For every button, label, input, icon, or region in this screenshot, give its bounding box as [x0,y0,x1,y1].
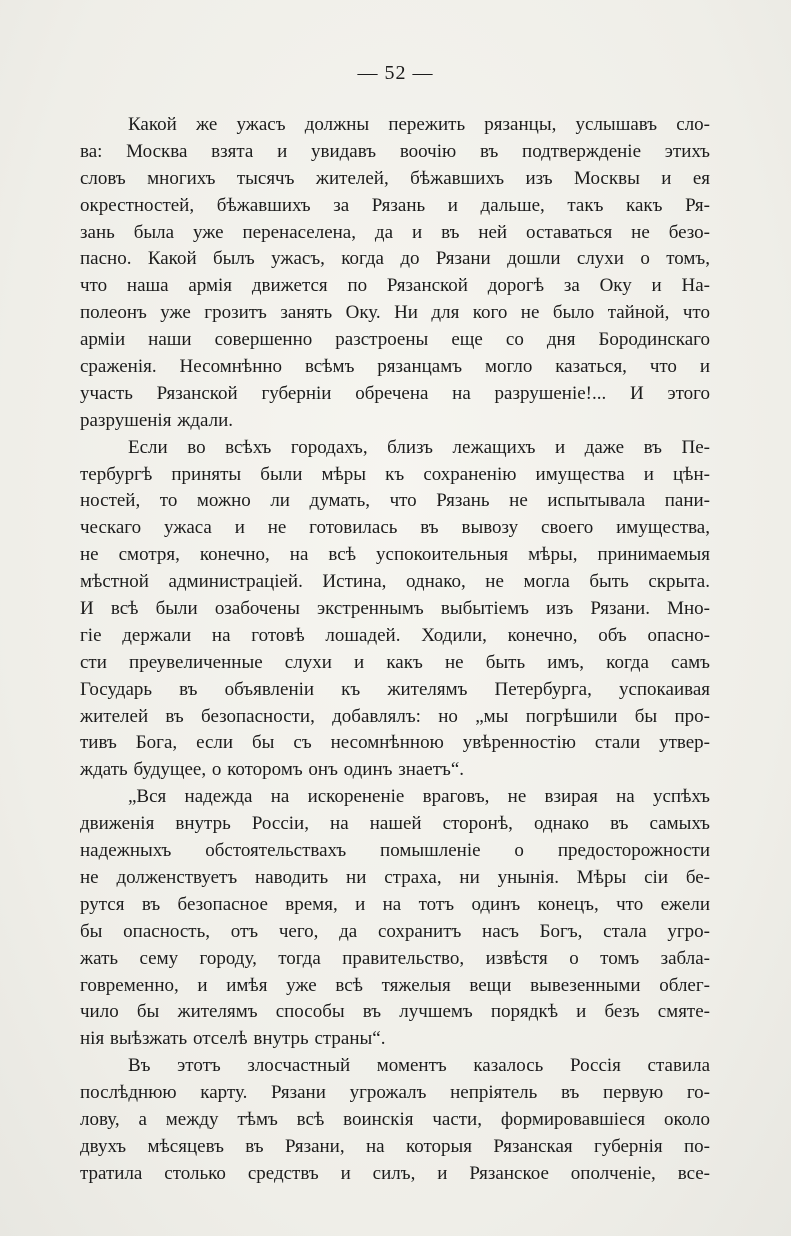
text-line: Государь въ объявленіи къ жителямъ Петербурга, успокаивая [80,678,710,700]
text-line: ждать будущее, о которомъ онъ одинъ знаетъ“. [80,759,465,781]
text-line: надежныхъ обстоятельствахъ помышленіе о предосторожности [80,840,710,862]
text-line: словъ многихъ тысячъ жителей, бѣжавшихъ изъ Москвы и ея [80,167,710,189]
text-line: Если во всѣхъ городахъ, близъ лежащихъ и даже въ Пе- [128,436,710,458]
text-line: что наша армія движется по Рязанской дорогѣ за Оку и На- [80,275,710,297]
text-line: „Вся надежда на искорененіе враговъ, не взирая на успѣхъ [128,786,710,808]
text-line: не смотря, конечно, на всѣ успокоительныя мѣры, принимаемыя [80,544,710,566]
text-line: двухъ мѣсяцевъ въ Рязани, на которыя Рязанская губернія по- [80,1135,710,1157]
text-line: пасно. Какой былъ ужасъ, когда до Рязани дошли слухи о томъ, [80,248,710,270]
text-line: ностей, то можно ли думать, что Рязань не испытывала пани- [80,490,710,512]
text-line: полеонъ уже грозитъ занять Оку. Ни для кого не было тайной, что [80,302,710,324]
text-line: ческаго ужаса и не готовилась въ вывозу своего имущества, [80,517,710,539]
text-line: лову, а между тѣмъ всѣ воинскія части, формировавшіеся около [80,1108,710,1130]
text-line: жать сему городу, тогда правительство, извѣстя о томъ забла- [80,947,710,969]
text-line: рутся въ безопасное время, и на тотъ одинъ конецъ, что ежели [80,893,710,915]
text-line: нія выѣзжать отселѣ внутрь страны“. [80,1028,386,1050]
text-line: послѣднюю карту. Рязани угрожалъ непріятель въ первую го- [80,1082,710,1104]
text-line: жителей въ безопасности, добавлялъ: но „мы погрѣшили бы про- [80,705,710,727]
text-line: арміи наши совершенно разстроены еще со дня Бородинскаго [80,329,710,351]
text-line: движенія внутрь Россіи, на нашей сторонѣ, однако въ самыхъ [80,813,710,835]
text-line: сти преувеличенные слухи и какъ не быть имъ, когда самъ [80,651,710,673]
text-line: тратила столько средствъ и силъ, и Рязанское ополченіе, все- [80,1162,710,1184]
text-line: зань была уже перенаселена, да и въ ней оставаться не безо- [80,221,710,243]
text-line: гіе держали на готовѣ лошадей. Ходили, конечно, объ опасно- [80,624,710,646]
text-line: мѣстной администраціей. Истина, однако, не могла быть скрыта. [80,571,710,593]
body-text [80,112,710,1188]
text-line: сраженія. Несомнѣнно всѣмъ рязанцамъ могло казаться, что и [80,356,710,378]
text-line: разрушенія ждали. [80,409,233,431]
text-line: бы опасность, отъ чего, да сохранитъ насъ Богъ, стала угро- [80,920,710,942]
text-line: не долженствуетъ наводить ни страха, ни унынія. Мѣры сіи бе- [80,866,710,888]
page-number: — 52 — [357,62,434,84]
text-line: тербургѣ приняты были мѣры къ сохраненію имущества и цѣн- [80,463,710,485]
text-line: тивъ Бога, если бы съ несомнѣнною увѣренностію стали утвер- [80,732,710,754]
text-line: говременно, и имѣя уже всѣ тяжелыя вещи вывезенными облег- [80,974,710,996]
text-line: Въ этотъ злосчастный моментъ казалось Россія ставила [128,1055,710,1077]
text-line: ва: Москва взята и увидавъ воочію въ подтвержденіе этихъ [80,140,710,162]
text-line: Какой же ужасъ должны пережить рязанцы, услышавъ сло- [128,114,710,135]
text-line: И всѣ были озабочены экстреннымъ выбытіемъ изъ Рязани. Мно- [80,598,710,620]
text-line: участь Рязанской губерніи обречена на разрушеніе!... И этого [80,382,710,404]
text-line: окрестностей, бѣжавшихъ за Рязань и дальше, такъ какъ Ря- [80,194,710,216]
text-line: чило бы жителямъ способы въ лучшемъ порядкѣ и безъ смяте- [80,1001,710,1023]
